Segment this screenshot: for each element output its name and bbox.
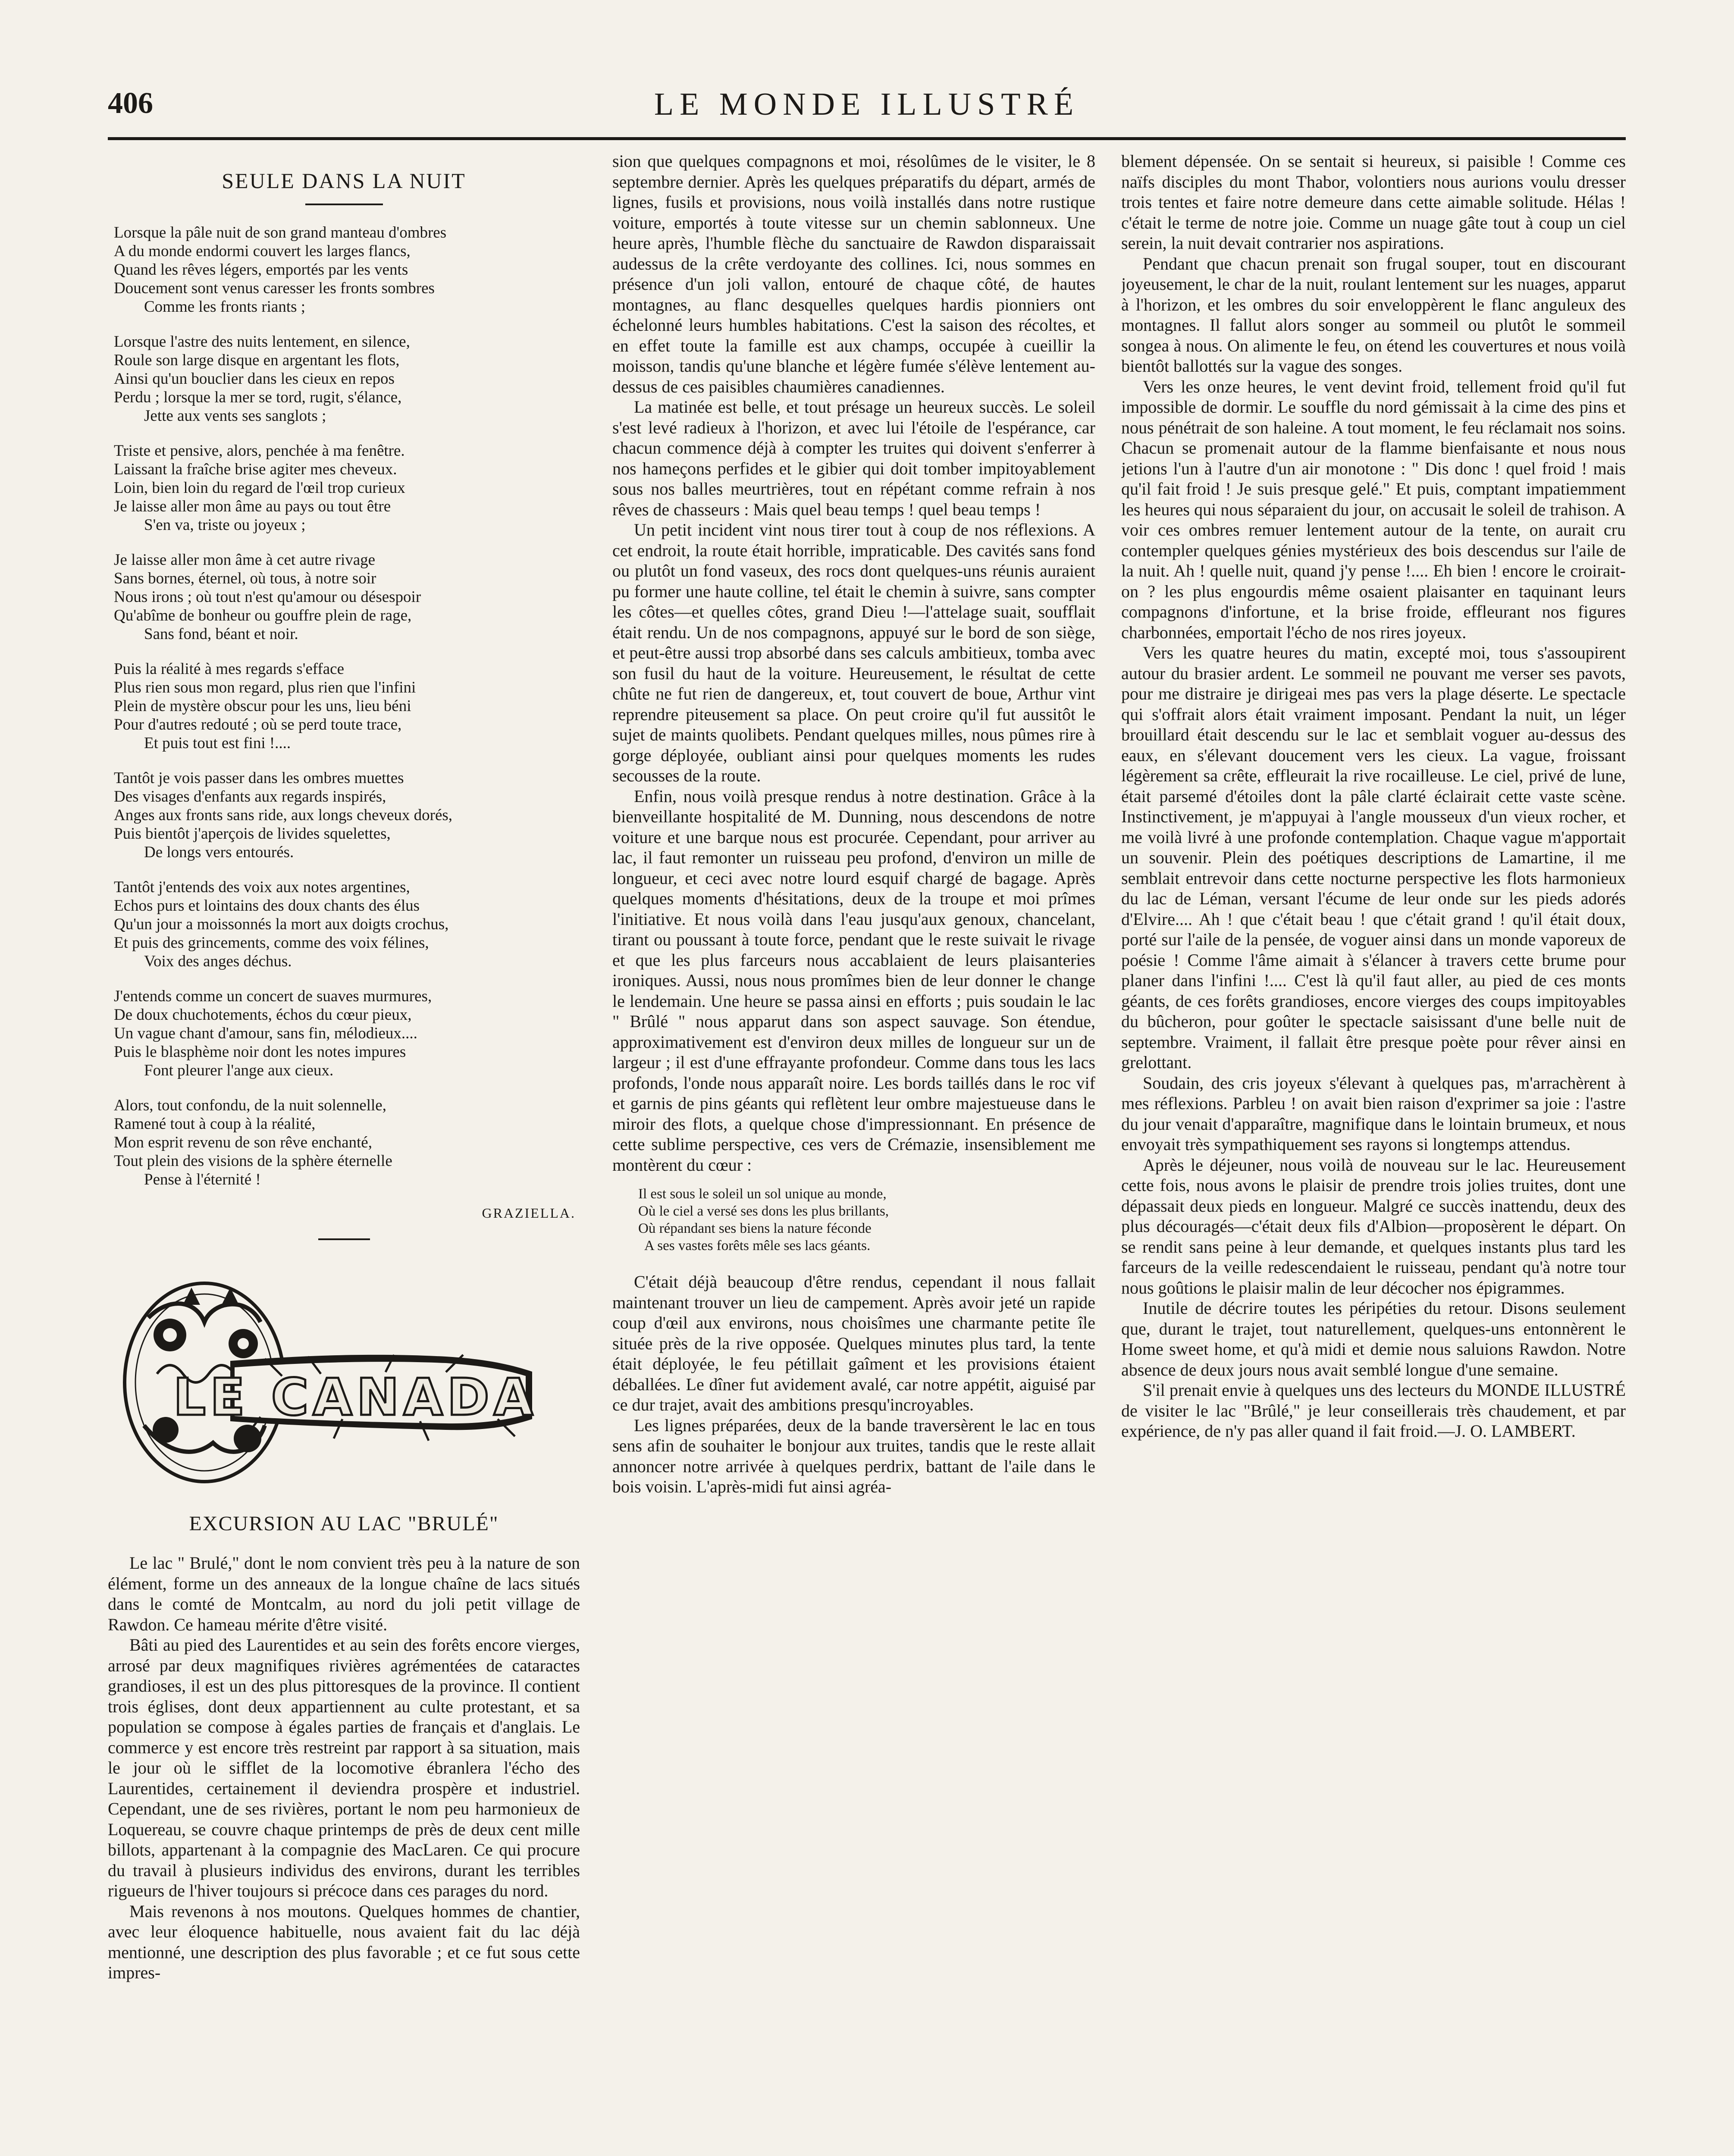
poem-line: Tantôt je vois passer dans les ombres muettes (114, 769, 404, 787)
article-paragraph: Bâti au pied des Laurentides et au sein des forêts encore vierges, arrosé par deux magnifiques rivières agrémentées de cataractes grandioses, il est un des plus pittoresques de la province. Il contient trois églises, dont deux appartiennent au culte protestant, et sa population se compose à égales parties de français et d'anglais. Le commerce y est encore très restreint par rapport à sa situation, mais le jour où le sifflet de la locomotive ébranlera l'écho des Laurentides, certainement il deviendra prospère et industriel. Cependant, une de ses rivières, portant le nom peu harmonieux de Loquereau, se couvre chaque printemps de près de deux cent mille billots, appartenant à la compagnie des MacLaren. Ce qui procure du travail à plusieurs individus des environs, durant les terribles rigueurs de l'hiver toujours si précoce dans ces parages du nord. (108, 1635, 580, 1900)
poem-line: Ramené tout à coup à la réalité, (114, 1115, 316, 1133)
verse-line: A ses vastes forêts mêle ses lacs géants. (644, 1238, 871, 1253)
poem-line: Qu'un jour a moissonnés la mort aux doigts crochus, (114, 915, 449, 933)
poem-title: SEULE DANS LA NUIT (222, 169, 466, 193)
header-rule (108, 137, 1626, 140)
page-header (108, 86, 1626, 134)
article-column-2-text (612, 151, 1095, 1175)
poem-line: Alors, tout confondu, de la nuit solennelle, (114, 1097, 386, 1114)
article-paragraph: blement dépensée. On se sentait si heureux, si paisible ! Comme ces naïfs disciples du mont Thabor, volontiers nous aurions voulu dresser trois tentes et faire notre demeure dans cette aimable solitude. Hélas ! c'était le terme de notre joie. Comme un nuage gâte tout à coup un ciel serein, la nuit devait contrarier nos aspirations. (1121, 151, 1626, 253)
poem-line: Perdu ; lorsque la mer se tord, rugit, s'élance, (114, 389, 402, 406)
poem-line: Quand les rêves légers, emportés par les vents (114, 261, 408, 279)
le-canada-banner (118, 1270, 541, 1495)
poem-line: Roule son large disque en argentant les flots, (114, 351, 400, 369)
article-column-3-text (1121, 151, 1626, 1442)
article-paragraph: S'il prenait envie à quelques uns des lecteurs du MONDE ILLUSTRÉ de visiter le lac "Brûlé," je leur conseillerais très chaudement, et par expérience, de n'y pas aller quand il fait froid.—J. O. LAMBERT. (1121, 1380, 1626, 1441)
poem-line: Nous irons ; où tout n'est qu'amour ou désespoir (114, 588, 421, 606)
article-column-2-continued (612, 1272, 1095, 1497)
poem-line: Puis le blasphème noir dont les notes impures (114, 1043, 406, 1061)
poem-stanzas (108, 223, 580, 1189)
poem-line: S'en va, triste ou joyeux ; (144, 516, 306, 534)
poem-stanza (114, 442, 580, 534)
poem-line: Voix des anges déchus. (144, 953, 292, 970)
poem-line: Puis bientôt j'aperçois de livides squelettes, (114, 825, 391, 843)
article-paragraph: Vers les quatre heures du matin, excepté moi, tous s'assoupirent autour du brasier ardent. Le sommeil ne pouvant me verser ses pavots, pour me distraire je dirigeai mes pas vers la plage déserte. Le spectacle qui s'offrait alors était vraiment imposant. Pendant la nuit, un léger brouillard était descendu sur le lac et semblait voguer au-dessus des eaux, en s'élevant doucement vers les cieux. La vague, froissant légèrement sa crête, effleurait la rive rocailleuse. Le ciel, privé de lune, était parsemé d'étoiles dont la pâle clarté éclairait cette vaste scène. Instinctivement, je m'appuyai à l'angle mousseux d'un vieux rocher, et me voilà livré à une profonde contemplation. Chaque vague m'apportait un souvenir. Plein des poétiques descriptions de Lamartine, il me semblait entrevoir dans cette nocturne perspective les flots harmonieux du lac de Léman, versant l'écume de leur onde sur les pieds adorés d'Elvire.... Ah ! que c'était beau ! que c'était grand ! qu'il était doux, porté sur l'aile de la pensée, de voguer ainsi dans un monde vaporeux de poésie ! Comme l'âme aimait à s'élancer à travers cette brume pour planer dans l'infini !.... C'est là qu'il faut aller, au pied de ces monts géants, de ces forêts grandioses, encore vierges des coups impitoyables du bûcheron, pour goûter le spectacle saisissant d'une belle nuit de septembre. Vraiment, il fallait être presque poète pour rêver ainsi en grelottant. (1121, 643, 1626, 1072)
banner-title: LE CANADA (173, 1367, 538, 1427)
poem-line: Un vague chant d'amour, sans fin, mélodieux.... (114, 1025, 417, 1042)
poem-line: De longs vers entourés. (144, 843, 294, 861)
article-paragraph: La matinée est belle, et tout présage un heureux succès. Le soleil s'est levé radieux à l'horizon, et avec lui l'étoile de l'espérance, car chacun commence déjà à compter les truites qui doivent s'enferrer à nos hameçons perfides et le gibier qui doit tomber impitoyablement sous nos balles meurtrières, tout en répétant comme refrain à nos rêves de chasseurs : Mais quel beau temps ! quel beau temps ! (612, 397, 1095, 519)
poem-stanza (114, 878, 580, 971)
article-paragraph: Soudain, des cris joyeux s'élevant à quelques pas, m'arrachèrent à mes réflexions. Parbleu ! on avait bien raison d'exprimer sa joie : l'astre du jour venait d'apparaître, magnifique dans le lointain brumeux, et nous envoyait très sympathiquement ses rayons si longtemps attendus. (1121, 1073, 1626, 1154)
article-paragraph: Après le déjeuner, nous voilà de nouveau sur le lac. Heureusement cette fois, nous avons le plaisir de prendre trois jolies truites, dont une dépassait deux pieds en longueur. Malgré ce succès inattendu, deux des plus découragés—c'était deux fils d'Albion—proposèrent le départ. On se rendit sans peine à leur demande, et quelques instants plus tard les farceurs de la veille redescendaient le ruisseau, pendant qu'à notre tour nous goûtions le plaisir malin de leur décocher nos épigrammes. (1121, 1155, 1626, 1297)
poem-line: Tantôt j'entends des voix aux notes argentines, (114, 878, 410, 896)
poem-stanza (114, 332, 580, 425)
poem-line: Des visages d'enfants aux regards inspirés, (114, 788, 386, 805)
masthead: LE MONDE ILLUSTRÉ (654, 87, 1080, 122)
poem-line: Font pleurer l'ange aux cieux. (144, 1062, 334, 1079)
section-divider (318, 1238, 370, 1240)
article-paragraph: Inutile de décrire toutes les péripéties du retour. Disons seulement que, durant le trajet, tout naturellement, quelques-uns entonnèrent le Home sweet home, et qu'à midi et demie nous saluions Rawdon. Notre absence de deux jours nous avait semblé longue d'une semaine. (1121, 1298, 1626, 1379)
poem-line: Echos purs et lointains des doux chants des élus (114, 897, 420, 915)
poem-line: Lorsque l'astre des nuits lentement, en silence, (114, 333, 410, 351)
article-paragraph: sion que quelques compagnons et moi, résolûmes de le visiter, le 8 septembre dernier. Après les quelques préparatifs du départ, armés de lignes, fusils et provisions, nous voilà installés dans notre rustique voiture, emportés à toute vitesse sur un chemin sablonneux. Une heure après, l'humble flèche du sanctuaire de Rawdon disparaissait audessus de la crête verdoyante des collines. Ici, nous sommes en présence d'un joli vallon, entouré de chaque côté, de hautes montagnes, au flanc desquelles quelques hardis pionniers ont échelonné leurs humbles habitations. C'est la saison des récoltes, et en effet toute la famille est aux champs, occupée à cueillir la moisson, tandis qu'une blanche et légère fumée s'élève lentement au-dessus de ces paisibles chaumières canadiennes. (612, 151, 1095, 396)
poem-line: Mon esprit revenu de son rêve enchanté, (114, 1134, 372, 1151)
poem-line: Comme les fronts riants ; (144, 298, 306, 316)
article-column-1-text (108, 1553, 580, 1983)
verse-line: Il est sous le soleil un sol unique au monde, (638, 1186, 887, 1202)
poem-stanza (114, 551, 580, 643)
article-paragraph: Mais revenons à nos moutons. Quelques hommes de chantier, avec leur éloquence habituelle, nous avaient fait du lac déjà mentionné, une description des plus favorable ; et ce fut sous cette impres- (108, 1901, 580, 1982)
column-2 (612, 151, 1095, 2156)
poem-line: Sans fond, béant et noir. (144, 625, 298, 643)
poem-stanza (114, 223, 580, 316)
poem-line: Je laisse aller mon âme au pays ou tout être (114, 498, 391, 515)
poem-stanza (114, 987, 580, 1080)
poem-line: Triste et pensive, alors, penchée à ma fenêtre. (114, 442, 405, 460)
poem-line: Ainsi qu'un bouclier dans les cieux en repos (114, 370, 395, 388)
column-3 (1121, 151, 1626, 2156)
poem-line: Loin, bien loin du regard de l'œil trop curieux (114, 479, 405, 497)
poem-line: Jette aux vents ses sanglots ; (144, 407, 326, 425)
poem-signature: GRAZIELLA. (482, 1205, 576, 1221)
article-paragraph: Enfin, nous voilà presque rendus à notre destination. Grâce à la bienveillante hospitalité de M. Dunning, nous descendons de notre voiture et une barque nous est procurée. Cependant, pour arriver au lac, il faut remonter un ruisseau peu profond, d'environ un mille de longueur, et ceci avec notre lourd esquif chargé de bagage. Après quelques moments d'hésitations, deux de la troupe et moi prîmes l'initiative. Et nous voilà dans l'eau jusqu'aux genoux, chancelant, tirant ou poussant à toute force, pendant que le reste suivait le rivage et que les plus farceurs nous accablaient de leurs plaisanteries ironiques. Aussi, nous nous promîmes bien de leur donner le change le lendemain. Une heure se passa ainsi en efforts ; puis soudain le lac " Brûlé " nous apparut dans son aspect sauvage. Son étendue, approximativement est d'environ deux milles de longueur sur un de largeur ; il est d'une effrayante profondeur. Comme dans tous les lacs profonds, l'onde nous apparaît noire. Les bords taillés dans le roc vif et garnis de pins géants qui reflètent leur ombre majestueuse dans le miroir des flots, a quelque chose d'impressionnant. En présence de cette sublime perspective, ces vers de Crémazie, insensiblement me montèrent du cœur : (612, 786, 1095, 1175)
article-paragraph: Vers les onze heures, le vent devint froid, tellement froid qu'il fut impossible de dormir. Le souffle du nord gémissait à la cime des pins et nous pénétrait de son haleine. A tout moment, le feu réclamait nos soins. Chacun se promenait autour de la flamme bienfaisante et nous nous jetions l'un à l'autre d'un air monotone : " Dis donc ! quel froid ! mais qu'il fait froid ! Je suis presque gelé." Et puis, comptant impatiemment les heures qui nous séparaient du jour, on accusait le soleil de trahison. A voir ces ombres remuer lentement autour de la tente, on aurait cru contempler quelques génies mystérieux des bois descendus sur l'aile de la nuit. Ah ! quelle nuit, quand j'y pense !.... Eh bien ! encore le croirait-on ? les plus engourdis même osaient plaisanter en taquinant leurs compagnons d'infortune, et la brise froide, effleurant nos figures charbonnées, emportait l'écho de nos rires joyeux. (1121, 376, 1626, 642)
title-divider (305, 204, 383, 205)
article-paragraph: C'était déjà beaucoup d'être rendus, cependant il nous fallait maintenant trouver un lieu de campement. Après avoir jeté un rapide coup d'œil aux environs, nous choisîmes une charmante petite île située près de la rive opposée. Quelques minutes plus tard, la tente était déployée, le feu pétillait gaîment et les provisions étaient déballées. Le dîner fut avidement avalé, car notre appétit, aiguisé par ce dur trajet, avait des ambitions presqu'incroyables. (612, 1272, 1095, 1414)
poem-line: Plein de mystère obscur pour les uns, lieu béni (114, 697, 411, 715)
article-title: EXCURSION AU LAC "BRULÉ" (189, 1512, 499, 1535)
poem-stanza (114, 769, 580, 862)
poem-line: Sans bornes, éternel, où tous, à notre soir (114, 570, 376, 587)
column-1 (108, 151, 580, 2156)
poem-line: Plus rien sous mon regard, plus rien que l'infini (114, 679, 416, 696)
poem-line: Et puis tout est fini !.... (144, 734, 291, 752)
poem-line: Et puis des grincements, comme des voix félines, (114, 934, 429, 952)
poem-line: Pense à l'éternité ! (144, 1171, 261, 1188)
poem-line: Laissant la fraîche brise agiter mes cheveux. (114, 461, 397, 478)
article-paragraph: Un petit incident vint nous tirer tout à coup de nos réflexions. A cet endroit, la route était horrible, impraticable. Des cavités sans fond ou plutôt un fond vaseux, des rocs dont quelques-uns réunis auraient pu former une haute colline, tel était le chemin à suivre, sans compter les côtes—et quelles côtes, grand Dieu !—l'attelage suait, soufflait était rendu. Un de nos compagnons, appuyé sur le bord de son siège, et peut-être aussi trop absorbé dans ses calculs ambitieux, tomba avec son fusil du haut de la voiture. Heureusement, le résultat de cette chûte ne fut rien de dangereux, et, tout couvert de boue, Arthur vint reprendre piteusement sa place. On peut croire qu'il fut aussitôt le sujet de maints quolibets. Pendant quelques milles, nous pûmes rire à gorge déployée, oubliant ainsi pour quelques moments les rudes secousses de la route. (612, 520, 1095, 785)
page-number: 406 (108, 87, 153, 120)
poem-line: Puis la réalité à mes regards s'efface (114, 660, 345, 678)
poem-line: Anges aux fronts sans ride, aux longs cheveux dorés, (114, 806, 453, 824)
poem-line: Tout plein des visions de la sphère éternelle (114, 1152, 392, 1170)
verse-line: Où répandant ses biens la nature féconde (638, 1221, 872, 1236)
article-paragraph: Le lac " Brulé," dont le nom convient très peu à la nature de son élément, forme un des anneaux de la longue chaîne de lacs situés dans le comté de Montcalm, au nord du joli petit village de Rawdon. Ce hameau mérite d'être visité. (108, 1553, 580, 1634)
poem-stanza (114, 660, 580, 752)
verse-line: Où le ciel a versé ses dons les plus brillants, (638, 1203, 889, 1219)
poem-line: Qu'abîme de bonheur ou gouffre plein de rage, (114, 607, 412, 624)
poem-line: Doucement sont venus caresser les fronts sombres (114, 279, 435, 297)
poem-line: De doux chuchotements, échos du cœur pieux, (114, 1006, 412, 1024)
poem-line: A du monde endormi couvert les larges flancs, (114, 242, 411, 260)
poem-line: Lorsque la pâle nuit de son grand manteau d'ombres (114, 224, 447, 241)
poem-line: Je laisse aller mon âme à cet autre rivage (114, 551, 376, 569)
article-paragraph: Les lignes préparées, deux de la bande traversèrent le lac en tous sens afin de souhaiter le bonjour aux truites, tandis que le reste allait annoncer notre arrivée à quelques perdrix, battant de l'aile dans le bois voisin. L'après-midi fut ainsi agréa- (612, 1415, 1095, 1496)
article-paragraph: Pendant que chacun prenait son frugal souper, tout en discourant joyeusement, le char de la nuit, roulant lentement sur les nuages, apparut à l'horizon, et les ombres du soir enveloppèrent le flanc anguleux des montagnes. Il fallut alors songer au sommeil ou plutôt le sommeil songea à nous. On alimente le feu, on étend les couvertures et nous voilà bientôt ballottés sur la vague des songes. (1121, 254, 1626, 376)
poem-stanza (114, 1096, 580, 1189)
poem-line: J'entends comme un concert de suaves murmures, (114, 987, 432, 1005)
poem-line: Pour d'autres redouté ; où se perd toute trace, (114, 716, 402, 733)
cremazie-verse (638, 1185, 1095, 1254)
